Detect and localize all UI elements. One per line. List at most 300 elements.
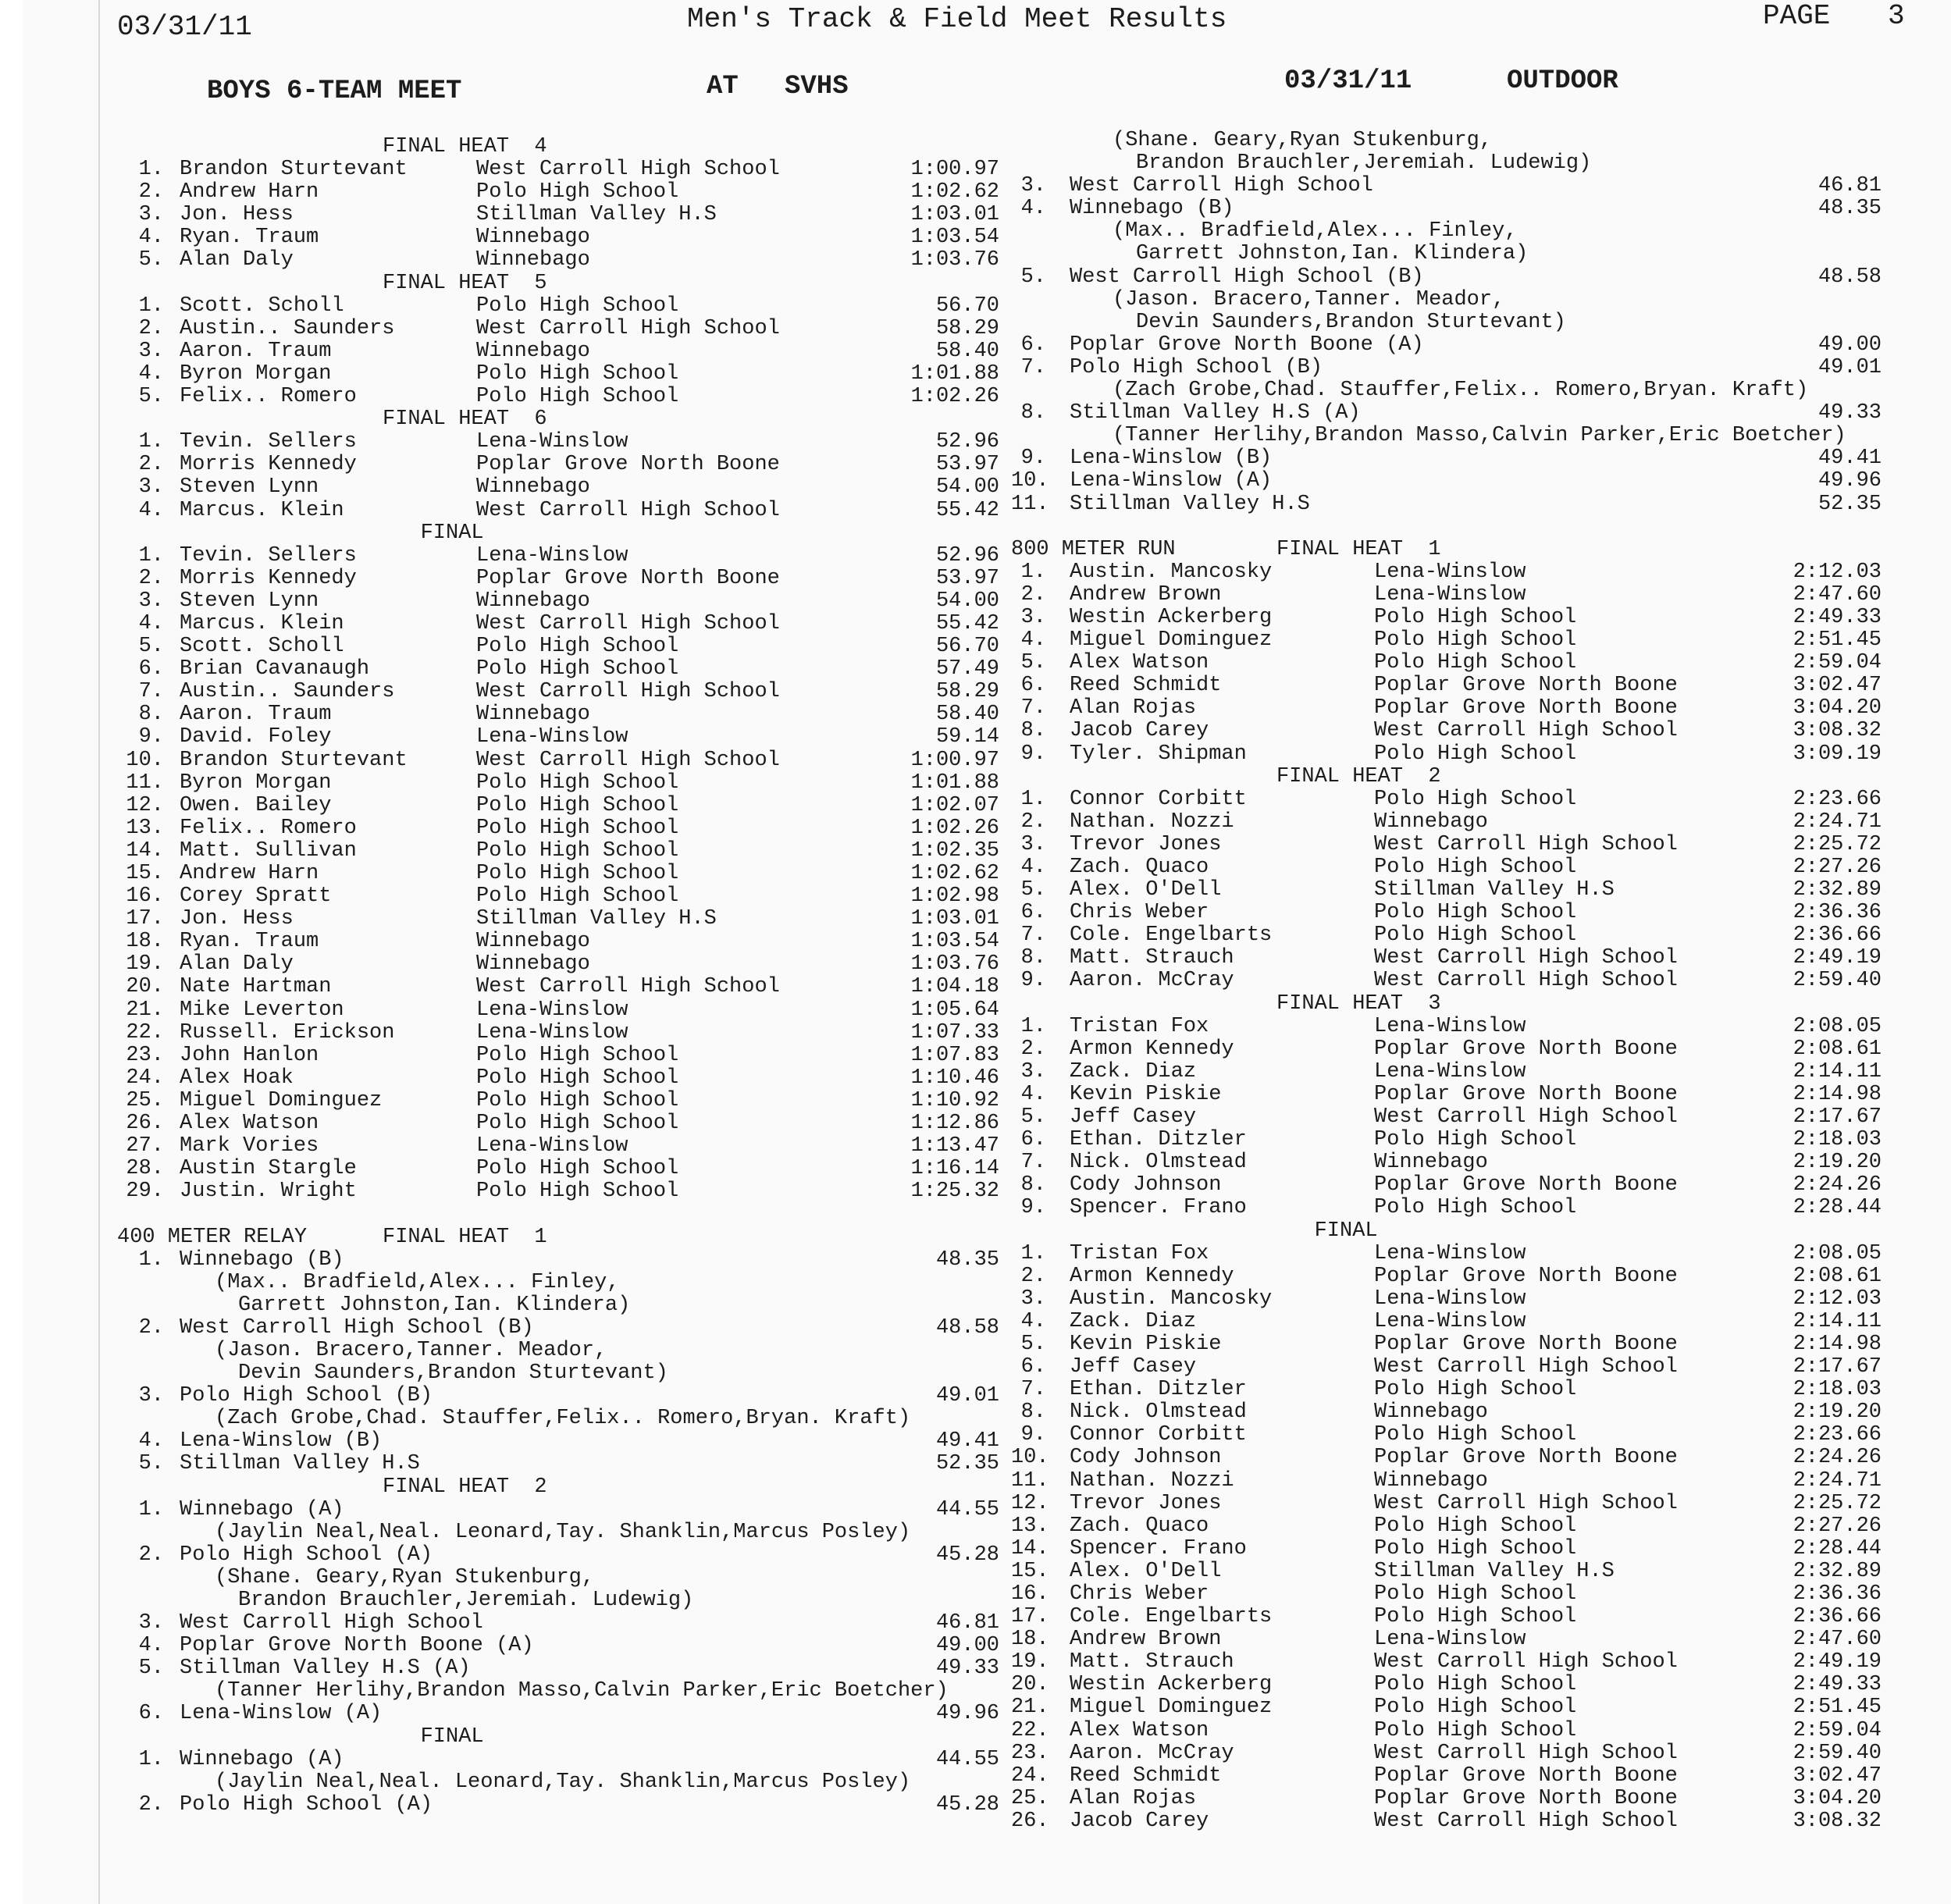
school-name: West Carroll High School: [476, 748, 780, 772]
place: 2.: [138, 316, 164, 340]
school-name: West Carroll High School: [476, 158, 780, 182]
mark-time: 2:47.60: [1793, 582, 1882, 607]
place: 3.: [138, 339, 164, 363]
place: 23.: [1011, 1741, 1049, 1765]
school-name: Polo High School: [1374, 1128, 1577, 1152]
mark-time: 3:02.47: [1793, 674, 1882, 698]
mark-time: 49.00: [1817, 333, 1882, 357]
mark-time: 1:07.33: [910, 1020, 999, 1045]
place: 5.: [1020, 1332, 1046, 1356]
place: 3.: [1020, 605, 1046, 629]
school-name: Polo High School: [476, 385, 679, 409]
place: 8.: [1020, 719, 1046, 743]
school-name: Polo High School: [1374, 856, 1577, 879]
school-name: Polo High School: [476, 635, 679, 659]
mark-time: 2:23.66: [1793, 787, 1882, 811]
result-row: [117, 681, 999, 703]
place: 12.: [1011, 1491, 1049, 1515]
mark-time: 52.96: [935, 543, 999, 568]
mark-time: 57.49: [935, 657, 999, 682]
mark-time: 55.42: [935, 611, 999, 635]
heat-title: FINAL HEAT 2: [1276, 764, 1441, 788]
place: 19.: [1011, 1650, 1049, 1674]
school-name: Lena-Winslow: [1374, 1059, 1526, 1084]
place: 11.: [126, 770, 164, 795]
athlete-name: Felix.. Romero: [180, 385, 357, 409]
heat-heading: [1011, 993, 1882, 1016]
athlete-name: Nick. Olmstead: [1070, 1151, 1247, 1175]
athlete-name: Chris Weber: [1070, 901, 1209, 925]
relay-members: [117, 1272, 999, 1294]
heat-title: FINAL: [383, 1724, 484, 1749]
heat-title: FINAL HEAT 2: [383, 1475, 547, 1499]
mark-time: 2:36.66: [1793, 1605, 1882, 1629]
relay-members: [117, 1680, 999, 1703]
athlete-name: Cole. Engelbarts: [1070, 924, 1273, 948]
school-name: Winnebago: [476, 952, 590, 977]
mark-time: 58.29: [935, 680, 999, 704]
mark-time: 2:36.66: [1793, 924, 1882, 948]
result-row: [1011, 1424, 1882, 1447]
relay-members-text: (Shane. Geary,Ryan Stukenburg,: [1113, 129, 1493, 152]
place: 1.: [138, 1247, 164, 1272]
result-row: [1011, 674, 1882, 697]
athlete-name: Jacob Carey: [1070, 1809, 1209, 1833]
place: 1.: [138, 1497, 164, 1521]
athlete-name: Corey Spratt: [180, 884, 332, 909]
athlete-name: Tyler. Shipman: [1070, 742, 1247, 766]
mark-time: 54.00: [935, 475, 999, 500]
athlete-name: Alan Daly: [180, 952, 294, 977]
place: 3.: [138, 203, 164, 227]
heat-title: FINAL HEAT 1: [383, 1225, 547, 1249]
place: 26.: [1011, 1809, 1049, 1833]
event-title: 400 METER RELAY: [117, 1225, 308, 1249]
result-row: [117, 795, 999, 817]
place: 1.: [1020, 1241, 1046, 1265]
place: 11.: [1011, 1468, 1049, 1493]
athlete-name: Connor Corbitt: [1070, 1423, 1247, 1447]
relay-members: [117, 1340, 999, 1362]
athlete-name: Byron Morgan: [180, 361, 332, 386]
athlete-name: Steven Lynn: [180, 589, 319, 613]
athlete-name: Byron Morgan: [180, 770, 332, 795]
place: 13.: [1011, 1514, 1049, 1538]
place: 5.: [1020, 265, 1046, 289]
result-row: [1011, 1356, 1882, 1379]
school-name: Polo High School: [476, 361, 679, 386]
school-name: West Carroll High School: [476, 498, 780, 522]
athlete-name: Russell. Erickson: [180, 1020, 395, 1045]
result-row: [117, 863, 999, 885]
heat-heading: [117, 522, 999, 545]
place: 5.: [138, 635, 164, 659]
mark-time: 2:59.40: [1793, 1741, 1882, 1765]
heat-heading: [1011, 1220, 1882, 1243]
place: 6.: [138, 1702, 164, 1726]
place: 1.: [138, 543, 164, 568]
place: 26.: [126, 1112, 164, 1136]
place: 6.: [1020, 333, 1046, 357]
school-name: West Carroll High School: [1374, 719, 1678, 743]
relay-team: Winnebago (A): [180, 1497, 344, 1521]
place: 23.: [126, 1043, 164, 1067]
result-row: [117, 568, 999, 590]
relay-row: [117, 1657, 999, 1680]
school-name: Polo High School: [1374, 1696, 1577, 1720]
place: 9.: [1020, 1196, 1046, 1220]
place: 9.: [138, 725, 164, 749]
mark-time: 54.00: [935, 589, 999, 613]
relay-team: Winnebago (B): [1070, 197, 1234, 221]
header-date: 03/31/11: [117, 11, 252, 43]
relay-team: Lena-Winslow (A): [1070, 469, 1273, 493]
relay-members-text: (Tanner Herlihy,Brandon Masso,Calvin Parker,Eric Boetcher): [215, 1679, 949, 1703]
place: 2.: [138, 1792, 164, 1817]
place: 14.: [1011, 1536, 1049, 1561]
place: 2.: [1020, 1264, 1046, 1288]
school-name: Stillman Valley H.S: [476, 203, 717, 227]
athlete-name: John Hanlon: [180, 1043, 319, 1067]
athlete-name: Alex. O'Dell: [1070, 1559, 1222, 1583]
relay-row: [1011, 470, 1882, 493]
school-name: Poplar Grove North Boone: [1374, 1763, 1678, 1788]
school-name: Polo High School: [476, 294, 679, 318]
result-row: [117, 386, 999, 408]
school-name: Polo High School: [1374, 1196, 1577, 1220]
school-name: Polo High School: [476, 1180, 679, 1204]
athlete-name: Reed Schmidt: [1070, 674, 1222, 698]
relay-members-text: Brandon Brauchler,Jeremiah. Ludewig): [1136, 151, 1592, 176]
place: 6.: [1020, 1128, 1046, 1152]
place: 3.: [138, 589, 164, 613]
mark-time: 2:28.44: [1793, 1196, 1882, 1220]
place: 8.: [1020, 946, 1046, 970]
place: 25.: [126, 1088, 164, 1112]
place: 2.: [1020, 810, 1046, 834]
school-name: Polo High School: [476, 884, 679, 909]
result-row: [1011, 1106, 1882, 1129]
result-row: [1011, 1628, 1882, 1651]
mark-time: 52.35: [935, 1452, 999, 1476]
result-row: [1011, 1197, 1882, 1219]
place: 9.: [1020, 447, 1046, 471]
mark-time: 1:04.18: [910, 975, 999, 999]
result-row: [1011, 629, 1882, 652]
school-name: Stillman Valley H.S: [476, 907, 717, 931]
result-row: [1011, 1515, 1882, 1538]
relay-row: [117, 1385, 999, 1408]
place: 9.: [1020, 742, 1046, 766]
place: 9.: [1020, 1423, 1046, 1447]
relay-team: Stillman Valley H.S: [180, 1452, 420, 1476]
place: 13.: [126, 816, 164, 840]
mark-time: 49.33: [1817, 401, 1882, 425]
place: 2.: [138, 180, 164, 205]
athlete-name: Tevin. Sellers: [180, 543, 357, 568]
result-row: [1011, 607, 1882, 629]
mark-time: 2:08.05: [1793, 1241, 1882, 1265]
result-row: [1011, 924, 1882, 947]
place: 4.: [1020, 856, 1046, 879]
relay-team: Winnebago (B): [180, 1247, 344, 1272]
result-row: [1011, 1470, 1882, 1493]
place: 3.: [1020, 1059, 1046, 1084]
result-row: [1011, 879, 1882, 902]
at-label: AT: [707, 72, 739, 101]
result-row: [1011, 1493, 1882, 1515]
result-row: [117, 749, 999, 772]
relay-members-text: Devin Saunders,Brandon Sturtevant): [1136, 310, 1566, 334]
athlete-name: Alan Rojas: [1070, 696, 1197, 721]
mark-time: 2:08.61: [1793, 1264, 1882, 1288]
relay-row: [117, 1612, 999, 1635]
place: 28.: [126, 1157, 164, 1181]
athlete-name: Zack. Diaz: [1070, 1309, 1197, 1333]
school-name: Winnebago: [476, 226, 590, 250]
school-name: West Carroll High School: [476, 611, 780, 635]
school-name: Polo High School: [476, 1066, 679, 1090]
place: 24.: [126, 1066, 164, 1090]
spacer: [1011, 516, 1882, 539]
result-row: [1011, 1606, 1882, 1628]
school-name: West Carroll High School: [476, 680, 780, 704]
school-name: Lena-Winslow: [1374, 1241, 1526, 1265]
school-name: Polo High School: [1374, 605, 1577, 629]
mark-time: 1:03.54: [910, 226, 999, 250]
relay-team: Polo High School (B): [1070, 355, 1323, 379]
event-heading: [117, 1226, 999, 1249]
mark-time: 2:14.98: [1793, 1332, 1882, 1356]
result-row: [117, 181, 999, 204]
athlete-name: Morris Kennedy: [180, 566, 357, 590]
athlete-name: Andrew Brown: [1070, 582, 1222, 607]
school-name: Poplar Grove North Boone: [1374, 1037, 1678, 1061]
relay-members-text: Devin Saunders,Brandon Sturtevant): [238, 1361, 668, 1386]
athlete-name: Aaron. Traum: [180, 339, 332, 363]
athlete-name: David. Foley: [180, 725, 332, 749]
result-row: [1011, 1401, 1882, 1424]
relay-members: [1011, 220, 1882, 243]
mark-time: 2:17.67: [1793, 1355, 1882, 1379]
event-title: 800 METER RUN: [1011, 537, 1176, 561]
school-name: Winnebago: [1374, 1400, 1488, 1425]
place: 3.: [1020, 1287, 1046, 1311]
mark-time: 52.35: [1817, 492, 1882, 516]
place: 3.: [1020, 174, 1046, 198]
relay-members-text: (Jaylin Neal,Neal. Leonard,Tay. Shanklin,Marcus Posley): [215, 1770, 911, 1794]
place: 15.: [1011, 1559, 1049, 1583]
result-row: [117, 318, 999, 340]
result-row: [117, 999, 999, 1022]
school-name: Poplar Grove North Boone: [1374, 1264, 1678, 1288]
place: 27.: [126, 1134, 164, 1158]
result-row: [1011, 788, 1882, 811]
mark-time: 1:00.97: [910, 748, 999, 772]
athlete-name: Armon Kennedy: [1070, 1037, 1234, 1061]
result-row: [1011, 1379, 1882, 1401]
heat-title: FINAL HEAT 1: [1276, 537, 1441, 561]
place: 4.: [138, 226, 164, 250]
relay-members-text: (Zach Grobe,Chad. Stauffer,Felix.. Romero,Bryan. Kraft): [1113, 379, 1809, 403]
school-name: Winnebago: [476, 703, 590, 727]
school-name: Polo High School: [476, 838, 679, 863]
mark-time: 2:08.05: [1793, 1014, 1882, 1038]
athlete-name: Alex Watson: [1070, 651, 1209, 675]
athlete-name: Aaron. McCray: [1070, 969, 1234, 993]
mark-time: 1:01.88: [910, 770, 999, 795]
athlete-name: Nathan. Nozzi: [1070, 810, 1234, 834]
mark-time: 1:10.92: [910, 1088, 999, 1112]
mark-time: 48.58: [935, 1315, 999, 1340]
mark-time: 49.96: [1817, 469, 1882, 493]
mark-time: 58.40: [935, 339, 999, 363]
athlete-name: Kevin Piskie: [1070, 1332, 1222, 1356]
result-row: [117, 772, 999, 795]
school-name: Polo High School: [476, 793, 679, 817]
result-row: [117, 454, 999, 476]
result-row: [1011, 1561, 1882, 1583]
school-name: Lena-Winslow: [1374, 560, 1526, 584]
result-row: [117, 226, 999, 249]
place: 2.: [138, 453, 164, 477]
athlete-name: Cody Johnson: [1070, 1446, 1222, 1470]
athlete-name: Jeff Casey: [1070, 1105, 1197, 1130]
result-row: [1011, 1243, 1882, 1265]
mark-time: 2:59.04: [1793, 1718, 1882, 1742]
athlete-name: Marcus. Klein: [180, 498, 344, 522]
school-name: Stillman Valley H.S: [1374, 878, 1615, 902]
spacer: [117, 1203, 999, 1226]
school-name: Polo High School: [476, 657, 679, 682]
mark-time: 1:05.64: [910, 998, 999, 1022]
result-row: [117, 1045, 999, 1067]
result-row: [1011, 697, 1882, 720]
result-row: [117, 726, 999, 749]
result-row: [117, 976, 999, 998]
athlete-name: Owen. Bailey: [180, 793, 332, 817]
relay-members: [1011, 243, 1882, 265]
school-name: West Carroll High School: [1374, 946, 1678, 970]
mark-time: 1:00.97: [910, 158, 999, 182]
mark-time: 1:03.01: [910, 907, 999, 931]
mark-time: 56.70: [935, 294, 999, 318]
result-row: [1011, 1742, 1882, 1765]
mark-time: 2:24.71: [1793, 810, 1882, 834]
result-row: [117, 931, 999, 953]
relay-members-text: (Jason. Bracero,Tanner. Meador,: [1113, 287, 1505, 311]
relay-team: West Carroll High School: [1070, 174, 1373, 198]
relay-team: Stillman Valley H.S (A): [1070, 401, 1361, 425]
relay-row: [117, 1249, 999, 1272]
mark-time: 2:28.44: [1793, 1536, 1882, 1561]
relay-team: Poplar Grove North Boone (A): [1070, 333, 1424, 357]
mark-time: 1:02.07: [910, 793, 999, 817]
athlete-name: Alex Hoak: [180, 1066, 294, 1090]
athlete-name: Spencer. Frano: [1070, 1536, 1247, 1561]
mark-time: 2:08.61: [1793, 1037, 1882, 1061]
heat-heading: [117, 136, 999, 158]
place: 16.: [126, 884, 164, 909]
mark-time: 2:18.03: [1793, 1378, 1882, 1402]
page-margin-line: [98, 0, 100, 1904]
relay-row: [1011, 402, 1882, 425]
mark-time: 48.58: [1817, 265, 1882, 289]
place: 6.: [1020, 674, 1046, 698]
school-name: Poplar Grove North Boone: [1374, 1786, 1678, 1810]
place: 1.: [138, 158, 164, 182]
result-row: [1011, 1720, 1882, 1742]
relay-members: [117, 1589, 999, 1612]
result-row: [1011, 584, 1882, 607]
athlete-name: Trevor Jones: [1070, 1491, 1222, 1515]
athlete-name: Kevin Piskie: [1070, 1082, 1222, 1106]
school-name: West Carroll High School: [476, 316, 780, 340]
result-row: [1011, 811, 1882, 834]
mark-time: 48.35: [935, 1247, 999, 1272]
heat-heading: [1011, 766, 1882, 788]
mark-time: 1:10.46: [910, 1066, 999, 1090]
school-name: Polo High School: [476, 1157, 679, 1181]
school-name: Winnebago: [476, 589, 590, 613]
athlete-name: Armon Kennedy: [1070, 1264, 1234, 1288]
place: 4.: [138, 1429, 164, 1454]
result-row: [117, 204, 999, 226]
athlete-name: Tristan Fox: [1070, 1014, 1209, 1038]
place: 12.: [126, 793, 164, 817]
school-name: Lena-Winslow: [1374, 1014, 1526, 1038]
relay-team: Lena-Winslow (B): [180, 1429, 383, 1454]
heat-heading: [117, 272, 999, 295]
mark-time: 2:49.33: [1793, 605, 1882, 629]
school-name: Polo High School: [476, 1112, 679, 1136]
mark-time: 2:25.72: [1793, 1491, 1882, 1515]
relay-members-text: Garrett Johnston,Ian. Klindera): [238, 1293, 631, 1317]
school-name: Lena-Winslow: [1374, 1287, 1526, 1311]
result-row: [117, 249, 999, 272]
result-row: [1011, 720, 1882, 742]
school-name: Polo High School: [1374, 787, 1577, 811]
relay-row: [1011, 357, 1882, 379]
athlete-name: Alex Watson: [1070, 1718, 1209, 1742]
result-row: [1011, 902, 1882, 924]
athlete-name: Matt. Strauch: [1070, 1650, 1234, 1674]
relay-row: [117, 1749, 999, 1771]
relay-team: Stillman Valley H.S: [1070, 492, 1310, 516]
mark-time: 45.28: [935, 1543, 999, 1567]
result-row: [117, 1067, 999, 1090]
athlete-name: Jeff Casey: [1070, 1355, 1197, 1379]
place: 4.: [1020, 1082, 1046, 1106]
school-name: Polo High School: [1374, 1514, 1577, 1538]
result-row: [117, 1022, 999, 1045]
athlete-name: Brandon Sturtevant: [180, 158, 408, 182]
place: 5.: [138, 1657, 164, 1681]
school-name: Winnebago: [1374, 1151, 1488, 1175]
result-row: [117, 295, 999, 318]
mark-time: 2:12.03: [1793, 1287, 1882, 1311]
page-number: 3: [1888, 0, 1905, 32]
athlete-name: Scott. Scholl: [180, 294, 344, 318]
meet-name: BOYS 6-TEAM MEET: [207, 77, 462, 106]
place: 2.: [1020, 1037, 1046, 1061]
result-row: [1011, 1151, 1882, 1174]
page-title: Men's Track & Field Meet Results: [687, 3, 1227, 35]
athlete-name: Scott. Scholl: [180, 635, 344, 659]
athlete-name: Reed Schmidt: [1070, 1763, 1222, 1788]
mark-time: 2:32.89: [1793, 1559, 1882, 1583]
result-row: [1011, 1174, 1882, 1197]
